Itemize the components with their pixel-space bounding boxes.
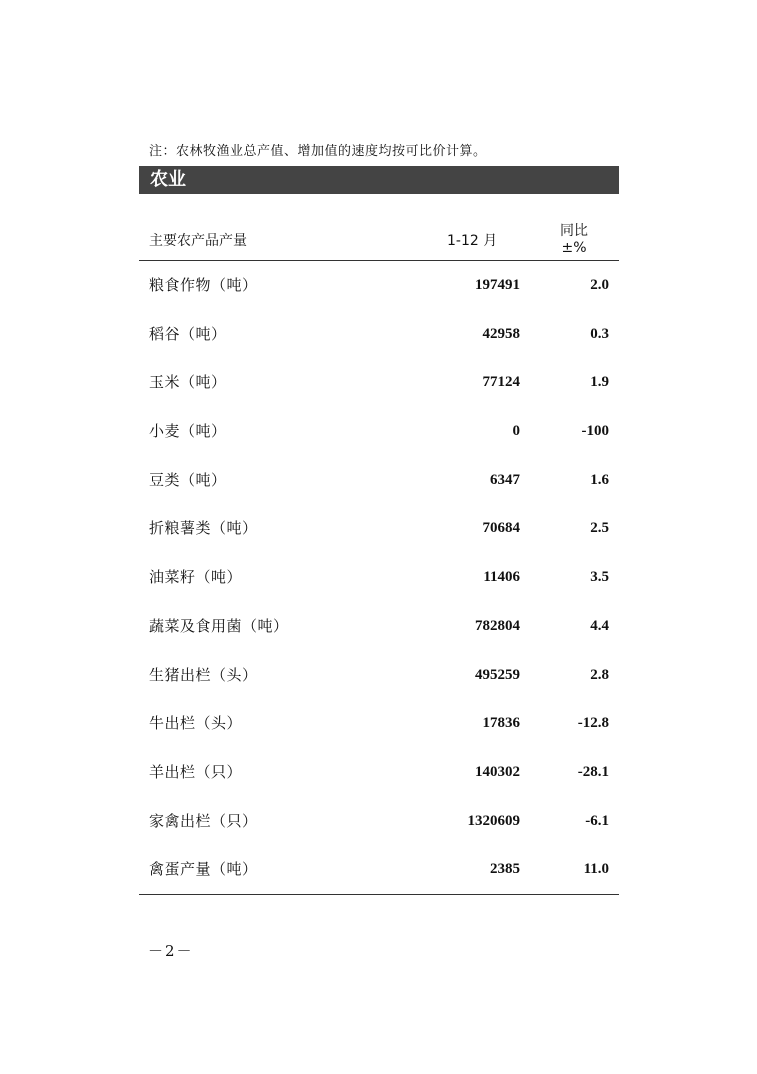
column-header-period: 1-12 月 [447,233,498,249]
row-yoy: -6.1 [585,812,609,829]
row-name: 油菜籽（吨） [149,568,243,587]
row-yoy: 0.3 [590,325,609,342]
row-yoy: 1.9 [590,374,609,391]
table-row [139,358,619,407]
row-name: 禽蛋产量（吨） [149,860,258,879]
row-name: 家禽出栏（只） [149,811,258,830]
row-name: 粮食作物（吨） [149,276,258,294]
table-header [139,215,619,261]
row-name: 羊出栏（只） [149,762,243,781]
column-header-yoy-line2: ±% [561,240,587,256]
row-name: 牛出栏（头） [149,714,243,733]
row-value: 70684 [482,520,520,537]
section-header [139,166,619,194]
row-value: 495259 [475,666,520,683]
table-row [139,310,619,359]
row-yoy: 4.4 [590,617,609,634]
row-yoy: 11.0 [583,861,609,878]
row-name: 生猪出栏（头） [149,665,258,684]
row-yoy: 2.8 [590,666,609,683]
row-name: 玉米（吨） [149,373,227,392]
row-yoy: 3.5 [590,569,609,586]
row-yoy: 2.0 [590,277,609,293]
section-title: 农业 [150,169,186,190]
table-row [139,602,619,651]
row-yoy: -28.1 [577,763,609,780]
table-row [139,407,619,456]
row-value: 782804 [475,617,520,634]
row-name: 稻谷（吨） [149,324,227,343]
row-value: 1320609 [467,812,520,829]
table-row [139,504,619,553]
row-yoy: -12.8 [577,715,609,732]
table-row [139,553,619,602]
table-row [139,456,619,505]
row-value: 42958 [482,325,520,342]
table-row [139,261,619,310]
column-header-product: 主要农产品产量 [149,233,247,249]
row-value: 0 [512,423,520,440]
row-yoy: 1.6 [590,471,609,488]
row-name: 小麦（吨） [149,422,227,441]
production-table [139,215,619,895]
row-value: 6347 [490,471,520,488]
table-row [139,699,619,748]
row-name: 蔬菜及食用菌（吨） [149,616,289,635]
row-name: 折粮薯类（吨） [149,519,258,538]
row-value: 2385 [490,861,520,878]
row-yoy: 2.5 [590,520,609,537]
table-body [139,261,619,895]
table-row [139,651,619,700]
row-value: 140302 [475,763,520,780]
row-value: 197491 [475,277,520,293]
row-yoy: -100 [581,423,609,440]
footnote: 注：农林牧渔业总产值、增加值的速度均按可比价计算。 [149,144,487,159]
column-header-yoy-line1: 同比 [560,223,588,239]
column-header-yoy [549,223,599,257]
page-number: －2－ [148,942,194,960]
row-name: 豆类（吨） [149,470,227,489]
row-value: 77124 [482,374,520,391]
row-value: 17836 [482,715,520,732]
table-row [139,748,619,797]
table-row [139,797,619,846]
table-row [139,845,619,894]
row-value: 11406 [483,569,520,586]
